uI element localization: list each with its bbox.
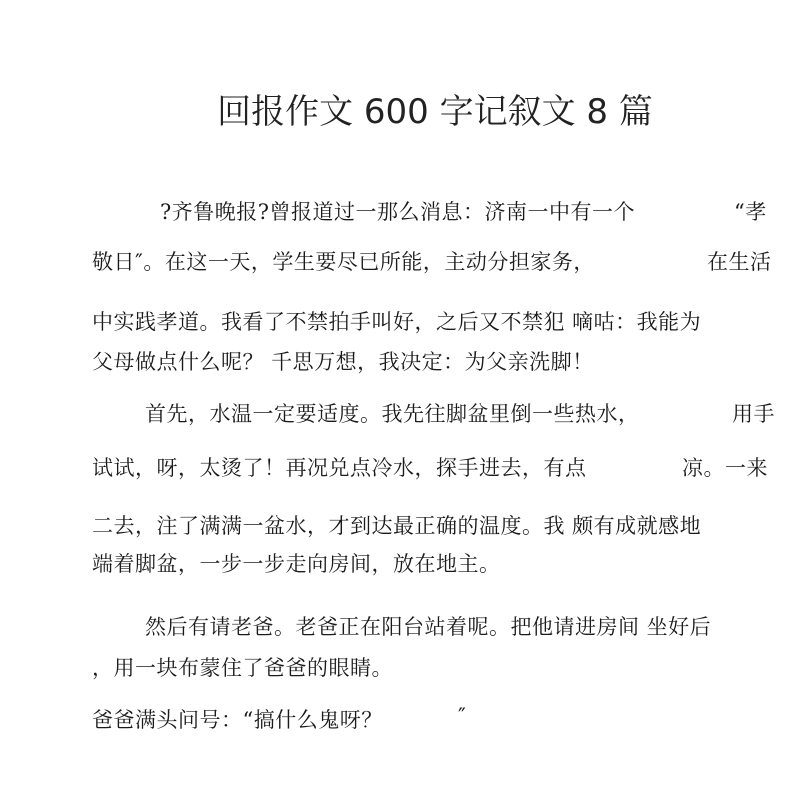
text-line: 用手 <box>732 402 775 426</box>
text-line: 试试，呀，太烫了！再况兑点冷水，探手进去，有点 <box>92 456 587 480</box>
text-line: 然后有请老爸。老爸正在阳台站着呢。把他请进房间 坐好后 <box>145 615 712 639</box>
text-line: 敬日″。在这一天，学生要尽已所能，主动分担家务， <box>92 250 595 274</box>
document-title: 回报作文 600 字记叙文 8 篇 <box>217 92 653 132</box>
text-line: 凉。一来 <box>682 456 768 480</box>
text-line: “孝 <box>734 200 767 224</box>
text-line: 在生活 <box>707 250 772 274</box>
text-line: 端着脚盆，一步一步走向房间，放在地主。 <box>92 552 501 576</box>
text-line: 二去，注了满满一盆水，才到达最正确的温度。我 颇有成就感地 <box>92 514 702 538</box>
text-line: ?齐鲁晚报?曾报道过一那么消息：济南一中有一个 <box>160 200 636 224</box>
text-line: ″ <box>458 704 467 728</box>
text-line: 首先，水温一定要适度。我先往脚盆里倒一些热水， <box>145 402 640 426</box>
text-line: ，用一块布蒙住了爸爸的眼睛。 <box>92 656 393 680</box>
text-line: 爸爸满头问号：“搞什么鬼呀？ <box>92 708 383 732</box>
text-line: 父母做点什么呢？ 千思万想，我决定：为父亲洗脚！ <box>92 350 594 374</box>
text-line: 中实践孝道。我看了不禁拍手叫好，之后又不禁犯 嘀咕：我能为 <box>92 310 702 334</box>
